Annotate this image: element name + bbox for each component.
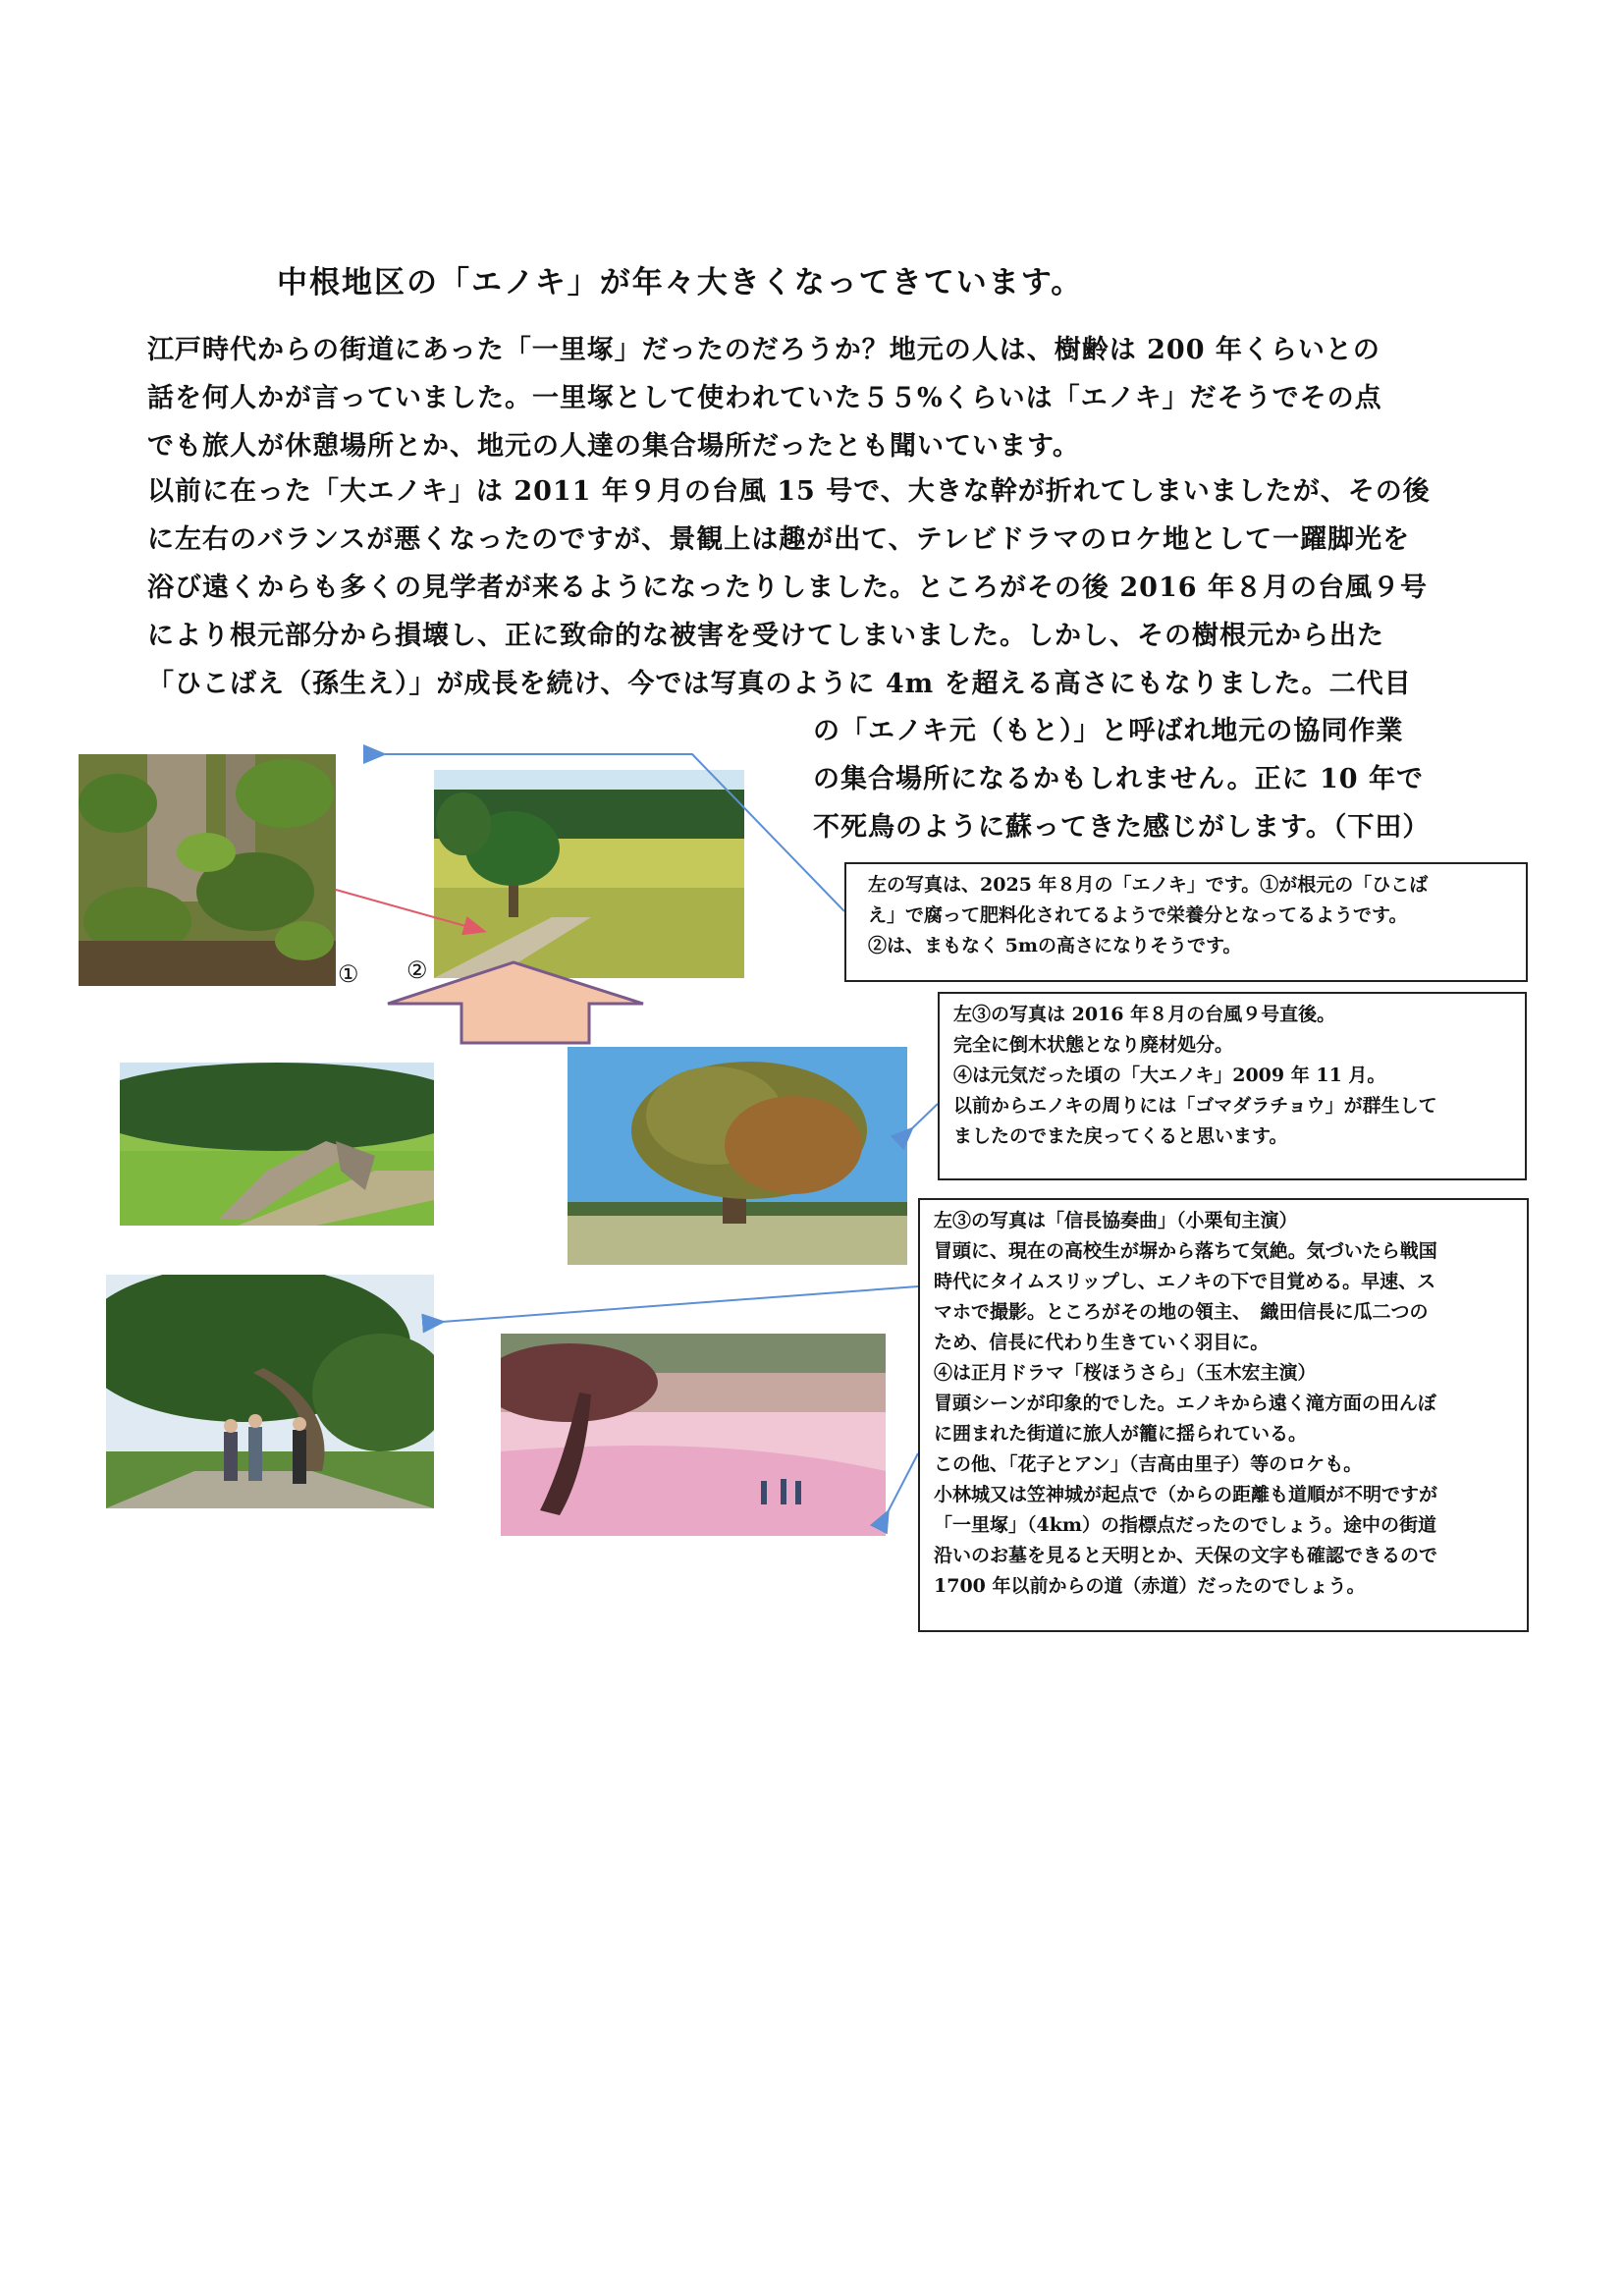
caption-line: 時代にタイムスリップし、エノキの下で目覚める。早速、ス	[934, 1271, 1436, 1292]
caption-line: この他、「花子とアン」（吉高由里子）等のロケも。	[934, 1453, 1363, 1475]
paragraph-line: 「ひこばえ（孫生え）」が成長を続け、今では写真のように 4m を超える高さにもなりました。二代目	[147, 669, 1412, 699]
caption-line: 左の写真は、2025 年８月の「エノキ」です。①が根元の「ひこば	[868, 874, 1429, 896]
arrow-sprout-to-tree	[336, 890, 483, 931]
paragraph-line: 以前に在った「大エノキ」は 2011 年９月の台風 15 号で、大きな幹が折れてしまいましたが、その後	[147, 476, 1431, 507]
paragraph-line: でも旅人が休憩場所とか、地元の人達の集合場所だったとも聞いています。	[147, 431, 1080, 462]
paragraph-line: 江戸時代からの街道にあった「一里塚」だったのだろうか？地元の人は、樹齢は 200 年くらいとの	[147, 335, 1380, 365]
caption-line: ④は正月ドラマ「桜ほうさら」（玉木宏主演）	[934, 1362, 1317, 1384]
paragraph-line: 不死鳥のように蘇ってきた感じがします。（下田）	[813, 812, 1431, 843]
caption-box-drama	[918, 1198, 1529, 1632]
caption-line: ましたのでまた戻ってくると思います。	[953, 1125, 1288, 1147]
caption-box-2025	[844, 862, 1528, 982]
caption-line: え」で腐って肥料化されてるようで栄養分となってるようです。	[868, 904, 1408, 926]
arrow-caption2-to-photo4	[911, 1104, 938, 1129]
arrow-caption3-to-photo5	[442, 1286, 918, 1322]
marker-1: ①	[338, 960, 359, 988]
paragraph-line: により根元部分から損壊し、正に致命的な被害を受けてしまいました。しかし、その樹根元から出た	[147, 621, 1384, 651]
paragraph-line: に左右のバランスが悪くなったのですが、景観上は趣が出て、テレビドラマのロケ地として一躍脚光を	[147, 524, 1411, 555]
caption-line: 完全に倒木状態となり廃材処分。	[953, 1034, 1234, 1056]
paragraph-line: 話を何人かが言っていました。一里塚として使われていた５５%くらいは「エノキ」だそうでその点	[147, 383, 1382, 413]
caption-line: 1700 年以前からの道（赤道）だったのでしょう。	[934, 1575, 1366, 1597]
caption-line: 「一里塚」（4km）の指標点だったのでしょう。途中の街道	[934, 1514, 1436, 1536]
caption-line: 冒頭シーンが印象的でした。エノキから遠く滝方面の田んぼ	[934, 1393, 1436, 1414]
caption-line: ②は、まもなく 5mの高さになりそうです。	[868, 935, 1242, 956]
caption-line: 以前からエノキの周りには「ゴマダラチョウ」が群生して	[953, 1095, 1437, 1117]
big-up-arrow	[388, 962, 643, 1043]
document-title: 中根地区の「エノキ」が年々大きくなってきています。	[277, 265, 1084, 301]
caption-box-typhoon	[938, 992, 1527, 1180]
caption-line: マホで撮影。ところがその地の領主、 織田信長に瓜二つの	[934, 1301, 1429, 1323]
caption-line: ため、信長に代わり生きていく羽目に。	[934, 1332, 1270, 1353]
arrow-caption1-to-photo1	[383, 754, 844, 911]
caption-line: 冒頭に、現在の高校生が塀から落ちて気絶。気づいたら戦国	[934, 1240, 1437, 1262]
arrow-caption3-to-photo6	[888, 1453, 918, 1512]
caption-line: 左③の写真は 2016 年８月の台風９号直後。	[953, 1004, 1336, 1025]
caption-line: に囲まれた街道に旅人が籠に揺られている。	[934, 1423, 1308, 1445]
caption-line: 左③の写真は「信長協奏曲」（小栗旬主演）	[934, 1210, 1298, 1231]
marker-2: ②	[406, 956, 428, 984]
caption-line: ④は元気だった頃の「大エノキ」2009 年 11 月。	[953, 1065, 1386, 1086]
paragraph-line: の「エノキ元（もと）」と呼ばれ地元の協同作業	[813, 716, 1404, 746]
caption-line: 沿いのお墓を見ると天明とか、天保の文字も確認できるので	[934, 1545, 1438, 1566]
paragraph-line: 浴び遠くからも多くの見学者が来るようになったりしました。ところがその後 2016 年８月の台風９号	[147, 573, 1428, 603]
paragraph-line: の集合場所になるかもしれません。正に 10 年で	[813, 764, 1424, 794]
caption-line: 小林城又は笠神城が起点で（からの距離も道順が不明ですが	[934, 1484, 1438, 1505]
